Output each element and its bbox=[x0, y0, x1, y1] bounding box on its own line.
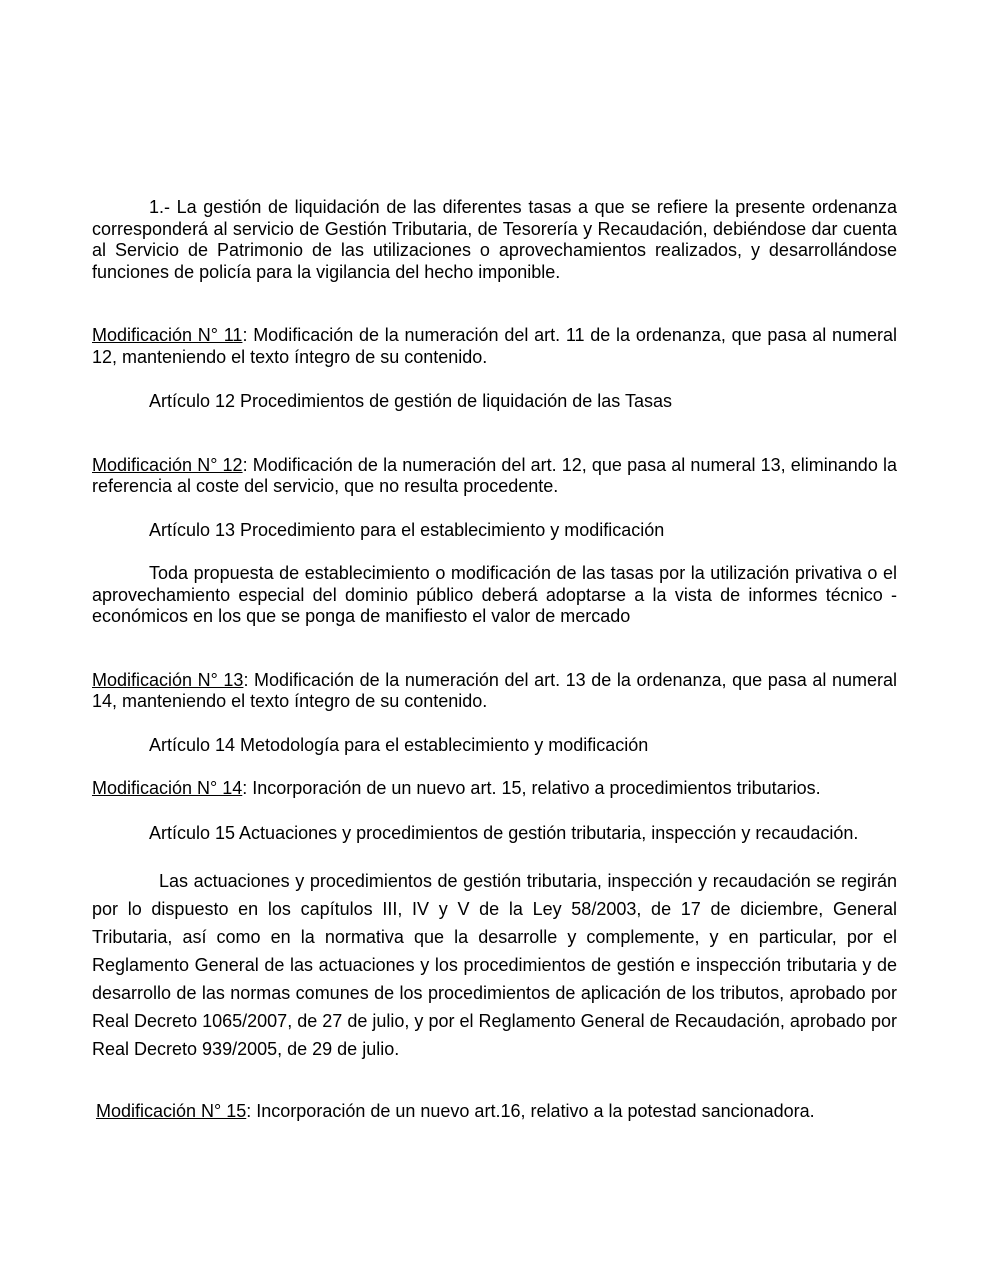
article-12-title: Artículo 12 Procedimientos de gestión de liquidación de las Tasas bbox=[149, 391, 672, 411]
modification-13 bbox=[92, 670, 897, 713]
modification-15-text: : Incorporación de un nuevo art.16, relativo a la potestad sancionadora. bbox=[246, 1101, 815, 1121]
modification-15-label: Modificación N° 15 bbox=[96, 1101, 247, 1121]
modification-12-text: : Modificación de la numeración del art. 12, que pasa al numeral 13, eliminando la referencia al coste del servicio, que no resulta procedente. bbox=[92, 454, 897, 496]
modification-13-label: Modificación N° 13 bbox=[92, 669, 244, 690]
modification-14-label: Modificación N° 14 bbox=[92, 778, 243, 798]
modification-12-label: Modificación N° 12 bbox=[92, 454, 243, 475]
modification-11-label: Modificación N° 11 bbox=[92, 325, 243, 345]
modification-12 bbox=[92, 455, 897, 498]
modification-14-text: : Incorporación de un nuevo art. 15, relativo a procedimientos tributarios. bbox=[242, 778, 821, 798]
modification-11 bbox=[92, 325, 897, 368]
article-13-title: Artículo 13 Procedimiento para el establecimiento y modificación bbox=[149, 519, 665, 540]
modification-14 bbox=[92, 778, 897, 800]
article-14-title: Artículo 14 Metodología para el establecimiento y modificación bbox=[149, 734, 649, 755]
document-page bbox=[92, 197, 897, 1123]
article-15-body: Las actuaciones y procedimientos de gestión tributaria, inspección y recaudación se regirán por lo dispuesto en los capítulos III, IV y V de la Ley 58/2003, de 17 de diciembre, General Tributaria, así como en la normativa que la desarrolle y complemente, y en particular, por el Reglamento General de las actuaciones y los procedimientos de gestión e inspección tributaria y de desarrollo de las normas comunes de los procedimientos de aplicación de los tributos, aprobado por Real Decreto 1065/2007, de 27 de julio, y por el Reglamento General de Recaudación, aprobado por Real Decreto 939/2005, de 29 de julio. bbox=[92, 871, 897, 1059]
paragraph-gestion-liquidacion: 1.- La gestión de liquidación de las diferentes tasas a que se refiere la presente ordenanza corresponderá al servicio de Gestión Tributaria, de Tesorería y Recaudación, debiéndose dar cuenta al Servicio de Patrimonio de las utilizaciones o aprovechamientos realizados, y desarrollándose funciones de policía para la vigilancia del hecho imponible. bbox=[92, 197, 897, 282]
article-15-title: Artículo 15 Actuaciones y procedimientos de gestión tributaria, inspección y recaudación. bbox=[149, 822, 859, 843]
modification-15 bbox=[92, 1101, 897, 1123]
modification-13-text: : Modificación de la numeración del art. 13 de la ordenanza, que pasa al numeral 14, manteniendo el texto íntegro de su contenido. bbox=[92, 669, 897, 711]
article-13-body: Toda propuesta de establecimiento o modificación de las tasas por la utilización privativa o el aprovechamiento especial del dominio público deberá adoptarse a la vista de informes técnico -económicos en los que se ponga de manifiesto el valor de mercado bbox=[92, 563, 897, 626]
modification-11-text: : Modificación de la numeración del art. 11 de la ordenanza, que pasa al numeral 12, manteniendo el texto íntegro de su contenido. bbox=[92, 325, 897, 367]
